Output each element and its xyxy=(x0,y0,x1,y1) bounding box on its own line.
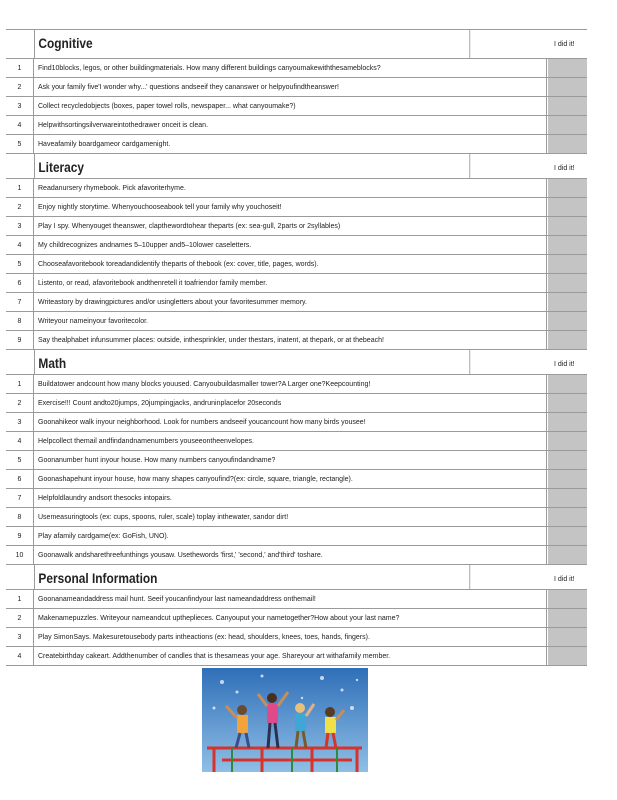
activity-text: Usemeasuringtools (ex: cups, spoons, ruler, scale) toplay inthewater, sandor dirt! xyxy=(34,508,547,526)
i-did-it-checkbox[interactable] xyxy=(547,394,587,412)
section-header xyxy=(6,30,587,59)
section-header xyxy=(6,565,587,590)
activity-row xyxy=(6,255,587,274)
activity-text: Play SimonSays. Makesuretousebody parts intheactions (ex: head, shoulders, knees, toes, hands, fingers). xyxy=(34,628,547,646)
activity-row xyxy=(6,312,587,331)
activity-number: 1 xyxy=(6,590,34,608)
activity-row xyxy=(6,179,587,198)
activity-row xyxy=(6,628,587,647)
activity-row xyxy=(6,293,587,312)
i-did-it-checkbox[interactable] xyxy=(547,451,587,469)
activity-text: Helpcollect themail andfindandnamenumbers youseeontheenvelopes. xyxy=(34,432,547,450)
i-did-it-checkbox[interactable] xyxy=(547,628,587,646)
activity-row xyxy=(6,217,587,236)
activity-text: Say thealphabet infunsummer places: outside, inthesprinkler, under thestars, inatent, at thepark, or at thebeach! xyxy=(34,331,547,349)
activity-number: 7 xyxy=(6,293,34,311)
activity-text: Goonanameandaddress mail hunt. Seeif youcanfindyour last nameandaddress onthemail! xyxy=(34,590,547,608)
i-did-it-checkbox[interactable] xyxy=(547,198,587,216)
activity-text: Writeyour nameinyour favoritecolor. xyxy=(34,312,547,330)
activity-number: 8 xyxy=(6,312,34,330)
i-did-it-checkbox[interactable] xyxy=(547,179,587,197)
activity-text: Collect recycledobjects (boxes, paper towel rolls, newspaper... what canyoumake?) xyxy=(34,97,547,115)
activity-text: Readanursery rhymebook. Pick afavoriterhyme. xyxy=(34,179,547,197)
activity-number: 2 xyxy=(6,198,34,216)
activity-row xyxy=(6,470,587,489)
section-number-cell xyxy=(6,30,35,58)
activity-number: 8 xyxy=(6,508,34,526)
i-did-it-checkbox[interactable] xyxy=(547,236,587,254)
i-did-it-checkbox[interactable] xyxy=(547,375,587,393)
i-did-it-checkbox[interactable] xyxy=(547,508,587,526)
activity-number: 3 xyxy=(6,413,34,431)
activity-number: 1 xyxy=(6,59,34,77)
section-header xyxy=(6,350,587,375)
section-number-cell xyxy=(6,565,35,589)
activity-number: 5 xyxy=(6,135,34,153)
activity-number: 2 xyxy=(6,394,34,412)
activity-row xyxy=(6,274,587,293)
activity-number: 3 xyxy=(6,628,34,646)
activity-text: Helpwithsortingsilverwareintothedrawer onceit is clean. xyxy=(34,116,547,134)
activity-number: 10 xyxy=(6,546,34,564)
i-did-it-checkbox[interactable] xyxy=(547,432,587,450)
activity-text: Goonawalk andsharethreefunthings yousaw. Usethewords 'first,' 'second,' and'third' toshare. xyxy=(34,546,547,564)
i-did-it-checkbox[interactable] xyxy=(547,590,587,608)
activity-row xyxy=(6,97,587,116)
activity-row xyxy=(6,116,587,135)
activity-number: 4 xyxy=(6,116,34,134)
i-did-it-checkbox[interactable] xyxy=(547,116,587,134)
section-title: Personal Information xyxy=(35,565,470,589)
activity-number: 7 xyxy=(6,489,34,507)
activity-row xyxy=(6,451,587,470)
i-did-it-checkbox[interactable] xyxy=(547,217,587,235)
activity-text: Play afamily cardgame(ex: GoFish, UNO). xyxy=(34,527,547,545)
section-number-cell xyxy=(6,350,35,374)
activity-text: Helpfoldlaundry andsort thesocks intopairs. xyxy=(34,489,547,507)
activity-row xyxy=(6,432,587,451)
activity-text: Goonahikeor walk inyour neighborhood. Look for numbers andseeif youcancount how many birds yousee! xyxy=(34,413,547,431)
activity-row xyxy=(6,236,587,255)
activity-text: Play I spy. Whenyouget theanswer, clapthewordtohear theparts (ex: sea-gull, 2parts or 2syllables) xyxy=(34,217,547,235)
activity-row xyxy=(6,546,587,565)
i-did-it-checkbox[interactable] xyxy=(547,527,587,545)
activity-number: 6 xyxy=(6,470,34,488)
activity-text: My childrecognizes andnames 5–10upper and5–10lower caseletters. xyxy=(34,236,547,254)
activity-text: Exercise!!! Count andto20jumps, 20jumpingjacks, andruninplacefor 20seconds xyxy=(34,394,547,412)
activity-text: Goonanumber hunt inyour house. How many numbers canyoufindandname? xyxy=(34,451,547,469)
activity-number: 5 xyxy=(6,451,34,469)
activity-row xyxy=(6,78,587,97)
activity-text: Goonashapehunt inyour house, how many shapes canyoufind?(ex: circle, square, triangle, rectangle). xyxy=(34,470,547,488)
i-did-it-checkbox[interactable] xyxy=(547,274,587,292)
i-did-it-checkbox[interactable] xyxy=(547,647,587,665)
activity-text: Writeastory by drawingpictures and/or usingletters about your favoritesummer memory. xyxy=(34,293,547,311)
section-header xyxy=(6,154,587,179)
section-title: Cognitive xyxy=(35,30,470,58)
activity-row xyxy=(6,198,587,217)
i-did-it-checkbox[interactable] xyxy=(547,331,587,349)
activity-number: 3 xyxy=(6,97,34,115)
i-did-it-label: I did it! xyxy=(554,361,575,368)
activity-text: Haveafamily boardgameor cardgamenight. xyxy=(34,135,547,153)
i-did-it-checkbox[interactable] xyxy=(547,489,587,507)
section-number-cell xyxy=(6,154,35,178)
activity-row xyxy=(6,527,587,546)
section-title: Literacy xyxy=(35,154,470,178)
activity-text: Ask your family five'I wonder why...' questions andseeif they cananswer or helpyoufindtheanswer! xyxy=(34,78,547,96)
activity-number: 3 xyxy=(6,217,34,235)
activity-number: 5 xyxy=(6,255,34,273)
i-did-it-checkbox[interactable] xyxy=(547,609,587,627)
activity-row xyxy=(6,647,587,666)
i-did-it-checkbox[interactable] xyxy=(547,97,587,115)
activity-row xyxy=(6,331,587,350)
activity-number: 1 xyxy=(6,375,34,393)
section-title: Math xyxy=(35,350,470,374)
i-did-it-label: I did it! xyxy=(554,165,575,172)
activity-number: 2 xyxy=(6,78,34,96)
i-did-it-checkbox[interactable] xyxy=(547,78,587,96)
activity-number: 9 xyxy=(6,331,34,349)
activity-text: Createbirthday cakeart. Addthenumber of candles that is thesameas your age. Shareyour art withafamily member. xyxy=(34,647,547,665)
activity-number: 4 xyxy=(6,432,34,450)
activity-text: Enjoy nightly storytime. Whenyouchooseabook tell your family why youchoseit! xyxy=(34,198,547,216)
i-did-it-label: I did it! xyxy=(554,41,575,48)
activity-number: 4 xyxy=(6,236,34,254)
activity-row xyxy=(6,413,587,432)
activity-text: Find10blocks, legos, or other buildingmaterials. How many different buildings canyoumakewiththesameblocks? xyxy=(34,59,547,77)
i-did-it-label: I did it! xyxy=(554,576,575,583)
activity-row xyxy=(6,394,587,413)
i-did-it-checkbox[interactable] xyxy=(547,413,587,431)
activity-checklist-table xyxy=(6,29,587,666)
i-did-it-checkbox[interactable] xyxy=(547,255,587,273)
i-did-it-checkbox[interactable] xyxy=(547,312,587,330)
activity-text: Listento, or read, afavoritebook andthenretell it toafriendor family member. xyxy=(34,274,547,292)
i-did-it-checkbox[interactable] xyxy=(547,135,587,153)
i-did-it-checkbox[interactable] xyxy=(547,470,587,488)
activity-number: 2 xyxy=(6,609,34,627)
activity-number: 1 xyxy=(6,179,34,197)
activity-row xyxy=(6,609,587,628)
activity-text: Buildatower andcount how many blocks youused. Canyoubuildasmaller tower?A Larger one?Keepcounting! xyxy=(34,375,547,393)
activity-row xyxy=(6,59,587,78)
activity-row xyxy=(6,508,587,527)
activity-number: 9 xyxy=(6,527,34,545)
i-did-it-checkbox[interactable] xyxy=(547,293,587,311)
activity-row xyxy=(6,590,587,609)
activity-text: Makenamepuzzles. Writeyour nameandcut uptheplieces. Canyouput your nametogether?How about your last name? xyxy=(34,609,547,627)
activity-row xyxy=(6,135,587,154)
activity-number: 6 xyxy=(6,274,34,292)
activity-number: 4 xyxy=(6,647,34,665)
activity-row xyxy=(6,489,587,508)
children-playground-photo xyxy=(202,668,368,772)
i-did-it-checkbox[interactable] xyxy=(547,546,587,564)
i-did-it-checkbox[interactable] xyxy=(547,59,587,77)
activity-text: Chooseafavoritebook toreadandidentify theparts of thebook (ex: cover, title, pages, words). xyxy=(34,255,547,273)
activity-row xyxy=(6,375,587,394)
